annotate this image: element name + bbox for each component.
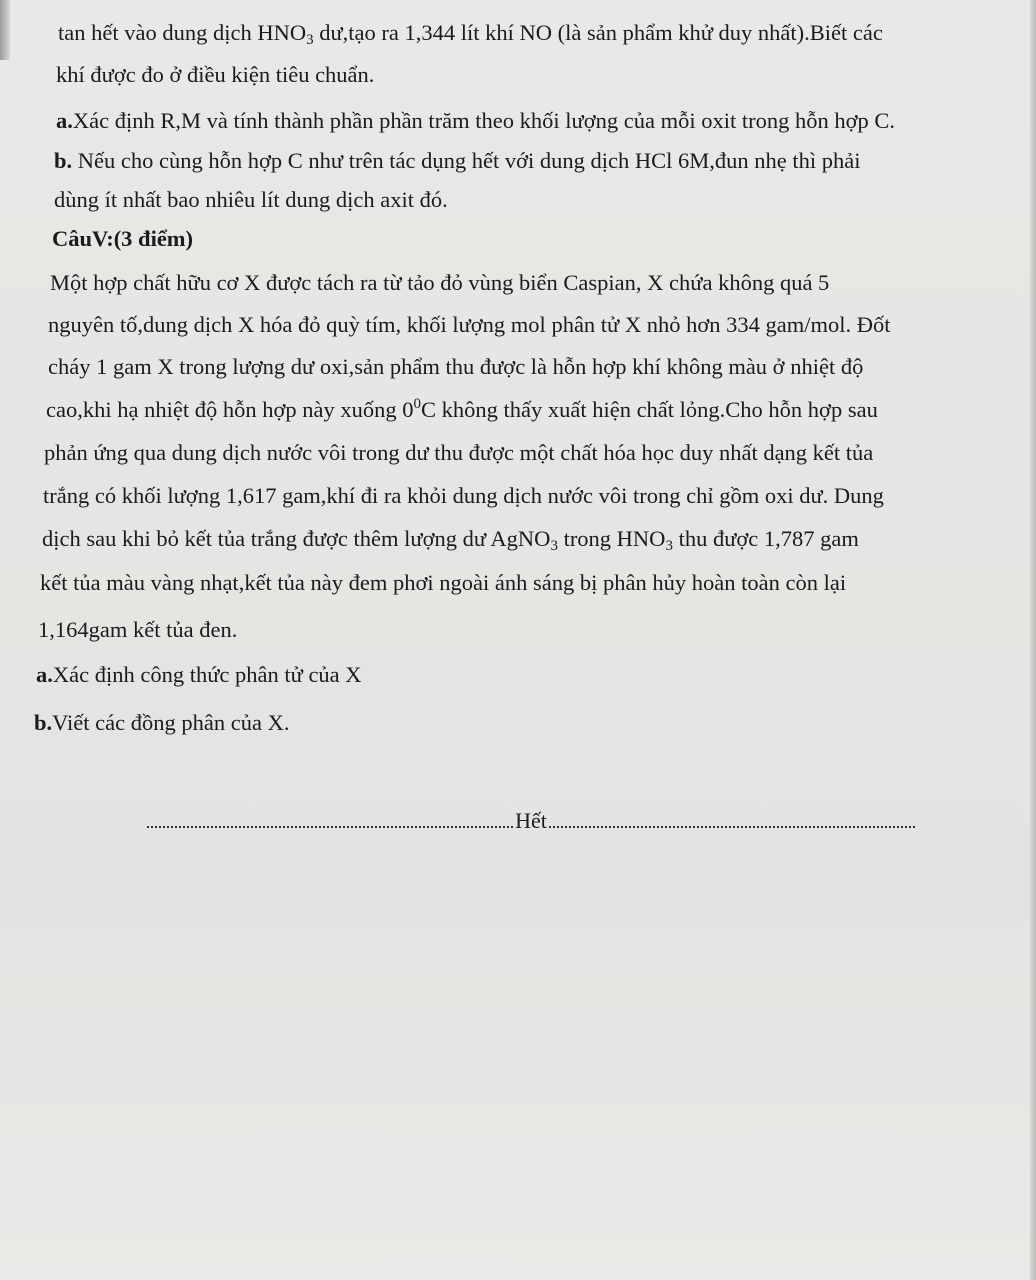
q5-part-b: b.Viết các đồng phân của X. <box>34 710 290 735</box>
end-marker <box>147 808 915 834</box>
q5-line-1: Một hợp chất hữu cơ X được tách ra từ tảo đỏ vùng biển Caspian, X chứa không quá 5 <box>50 270 830 295</box>
prev-line-1: tan hết vào dung dịch $HNO_3$ dư,tạo ra 1,344 lít khí NO (là sản phẩm khử duy nhất).Biết các <box>58 20 883 48</box>
question-heading: CâuV:(3 điểm) <box>52 226 194 251</box>
prev-line-2: khí được đo ở điều kiện tiêu chuẩn. <box>56 62 375 87</box>
prev-part-b-line-2: dùng ít nhất bao nhiêu lít dung dịch axit đó. <box>54 187 448 212</box>
q5-line-9: 1,164gam kết tủa đen. <box>38 617 238 642</box>
prev-part-a: a.Xác định R,M và tính thành phần phần trăm theo khối lượng của mỗi oxit trong hỗn hợp C. <box>56 108 896 133</box>
q5-line-8: kết tủa màu vàng nhạt,kết tủa này đem phơi ngoài ánh sáng bị phân hủy hoàn toàn còn lại <box>40 570 847 595</box>
prev-part-b-line-1: b. Nếu cho cùng hỗn hợp C như trên tác dụng hết với dung dịch HCl 6M,đun nhẹ thì phải <box>54 148 861 173</box>
dotted-rule-right <box>549 808 915 828</box>
q5-line-6: trắng có khối lượng 1,617 gam,khí đi ra khỏi dung dịch nước vôi trong chỉ gồm oxi dư. Dung <box>43 483 884 508</box>
dotted-rule-left <box>147 808 513 828</box>
q5-line-7: dịch sau khi bỏ kết tủa trắng được thêm lượng dư AgNO$_3$ trong $HNO_3$ thu được 1,787 gam <box>42 526 859 554</box>
q5-part-a: a.Xác định công thức phân tử của X <box>36 662 362 687</box>
q5-line-4: cao,khi hạ nhiệt độ hỗn hợp này xuống $0^0C$ không thấy xuất hiện chất lỏng.Cho hỗn hợp sau <box>46 396 878 422</box>
end-word: Hết <box>515 808 547 833</box>
q5-line-3: cháy 1 gam X trong lượng dư oxi,sản phẩm thu được là hỗn hợp khí không màu ở nhiệt độ <box>48 354 864 379</box>
q5-line-5: phản ứng qua dung dịch nước vôi trong dư thu được một chất hóa học duy nhất dạng kết tủa <box>44 440 874 465</box>
q5-line-2: nguyên tố,dung dịch X hóa đỏ quỳ tím, khối lượng mol phân tử X nhỏ hơn 334 gam/mol. Đốt <box>48 312 891 337</box>
